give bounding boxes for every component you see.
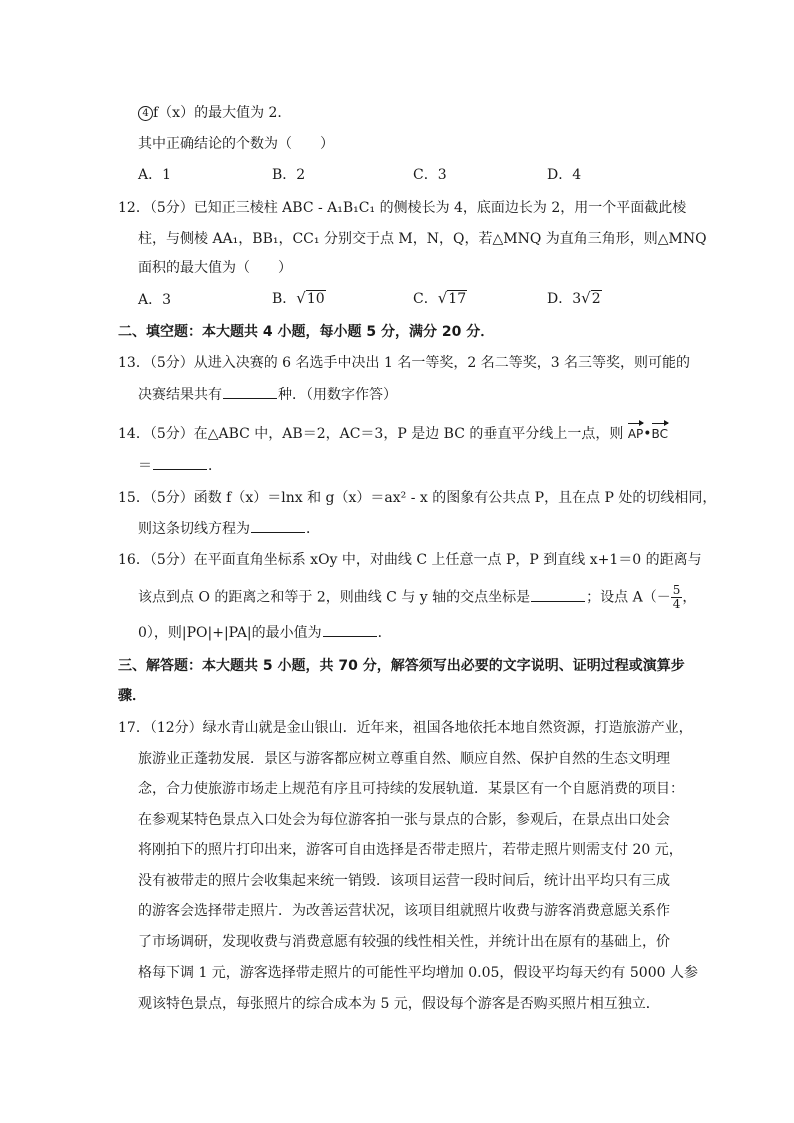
q17-line: 了市场调研，发现收费与消费意愿有较强的线性相关性，并统计出在原有的基础上，价 — [138, 934, 670, 950]
q12-option-d-label: D．3 — [547, 291, 582, 307]
q17-line: 没有被带走的照片会收集起来统一销毁．该项目运营一段时间后，统计出平均只有三成 — [138, 873, 670, 889]
q12-option-b-label: B． — [272, 291, 297, 307]
q11-item-4-text: f（x）的最大值为 2． — [153, 105, 292, 121]
q16-text-mid: ；设点 A（－ — [586, 589, 671, 606]
q12-option-c-label: C． — [413, 291, 438, 307]
sqrt-expression: √2 — [581, 289, 601, 307]
dot-operator: • — [643, 426, 652, 442]
q15-text: 则这条切线方程为 — [138, 521, 250, 537]
q14-equals: ＝ — [138, 458, 152, 474]
q16-text-end: ， — [682, 589, 697, 606]
q14-line-1 — [118, 424, 668, 444]
answer-blank — [223, 384, 277, 399]
q16-line-3 — [138, 622, 392, 642]
q13-line-1: 13．（5分）从进入决赛的 6 名选手中决出 1 名一等奖，2 名二等奖，3 名三等奖，则可能的 — [118, 355, 691, 371]
q16-line-1: 16．（5分）在平面直角坐标系 xOy 中，对曲线 C 上任意一点 P，P 到直线 x+1＝0 的距离与 — [118, 552, 702, 568]
q17-line: 17．（12分）绿水青山就是金山银山．近年来，祖国各地依托本地自然资源，打造旅游产业， — [118, 720, 693, 736]
section-heading-fill-in: 二、填空题：本大题共 4 小题，每小题 5 分，满分 20 分． — [118, 324, 495, 340]
answer-blank — [323, 622, 377, 637]
q17-line: 的游客会选择带走照片．为改善运营状况，该项目组就照片收费与游客消费意愿关系作 — [138, 903, 670, 919]
q11-option-d: D．4 — [547, 167, 582, 183]
section-heading-solutions: 三、解答题：本大题共 5 小题，共 70 分，解答须写出必要的文字说明、证明过程或演算步 — [118, 658, 685, 674]
q15-line-2 — [138, 518, 320, 538]
q11-item-4 — [138, 103, 291, 123]
q12-line-3: 面积的最大值为（ ） — [138, 260, 292, 276]
item-number-circle: 4 — [138, 106, 153, 121]
q14-text: 14．（5分）在△ABC 中，AB＝2，AC＝3，P 是边 BC 的垂直平分线上一点，则 — [118, 426, 624, 442]
q16-text-end: ． — [377, 625, 392, 641]
q12-option-d — [547, 288, 602, 309]
q17-line: 念，合力使旅游市场走上规范有序且可持续的发展轨道．某景区有一个自愿消费的项目： — [138, 781, 684, 797]
q11-prompt: 其中正确结论的个数为（ ） — [138, 136, 334, 152]
q12-option-c — [413, 288, 467, 309]
q11-option-c: C．3 — [413, 167, 447, 183]
sqrt-expression: √10 — [296, 289, 325, 307]
q15-line-1: 15．（5分）函数 f（x）＝lnx 和 g（x）＝ax² - x 的图象有公共点 P，且在点 P 处的切线相同， — [118, 490, 717, 506]
q11-option-a: A．1 — [138, 167, 172, 183]
section-heading-solutions-cont: 骤． — [118, 688, 146, 704]
q16-text: 该点到点 O 的距离之和等于 2，则曲线 C 与 y 轴的交点坐标是 — [138, 589, 531, 606]
q12-option-a: A．3 — [138, 292, 172, 308]
answer-blank — [531, 587, 585, 602]
q17-line: 观该特色景点，每张照片的综合成本为 5 元，假设每个游客是否购买照片相互独立． — [138, 996, 660, 1012]
q11-option-b: B．2 — [272, 167, 306, 183]
answer-blank — [153, 455, 207, 470]
q14-line-2 — [138, 455, 222, 475]
q17-line: 旅游业正蓬勃发展．景区与游客都应树立尊重自然、顺应自然、保护自然的生态文明理 — [138, 751, 670, 767]
q14-text-end: ． — [208, 458, 222, 474]
q17-line: 将刚拍下的照片打印出来，游客可自由选择是否带走照片，若带走照片则需支付 20 元， — [138, 842, 683, 858]
q12-line-1: 12．（5分）已知正三棱柱 ABC - A₁B₁C₁ 的侧棱长为 4，底面边长为 2，用一个平面截此棱 — [118, 200, 687, 216]
vector-ap: AP — [628, 424, 643, 444]
q16-line-2 — [138, 584, 696, 616]
q17-line: 格每下调 1 元，游客选择带走照片的可能性平均增加 0.05，假设平均每天约有 5000 人参 — [138, 965, 698, 981]
q13-text-end: 种．（用数字作答） — [278, 387, 397, 403]
q13-text: 决赛结果共有 — [138, 387, 222, 403]
q16-text: 0），则|PO|+|PA|的最小值为 — [138, 625, 322, 641]
q12-option-b — [272, 288, 326, 309]
q13-line-2 — [138, 384, 397, 404]
q12-line-2: 柱，与侧棱 AA₁，BB₁，CC₁ 分别交于点 M，N，Q，若△MNQ 为直角三角形，则△MNQ — [138, 231, 707, 247]
vector-bc: BC — [652, 424, 668, 444]
answer-blank — [251, 518, 305, 533]
fraction: $\frac{5}{4}$ — [672, 583, 681, 611]
q17-line: 在参观某特色景点入口处会为每位游客拍一张与景点的合影，参观后，在景点出口处会 — [138, 812, 670, 828]
q15-text-end: ． — [306, 521, 320, 537]
sqrt-expression: √17 — [437, 289, 467, 307]
